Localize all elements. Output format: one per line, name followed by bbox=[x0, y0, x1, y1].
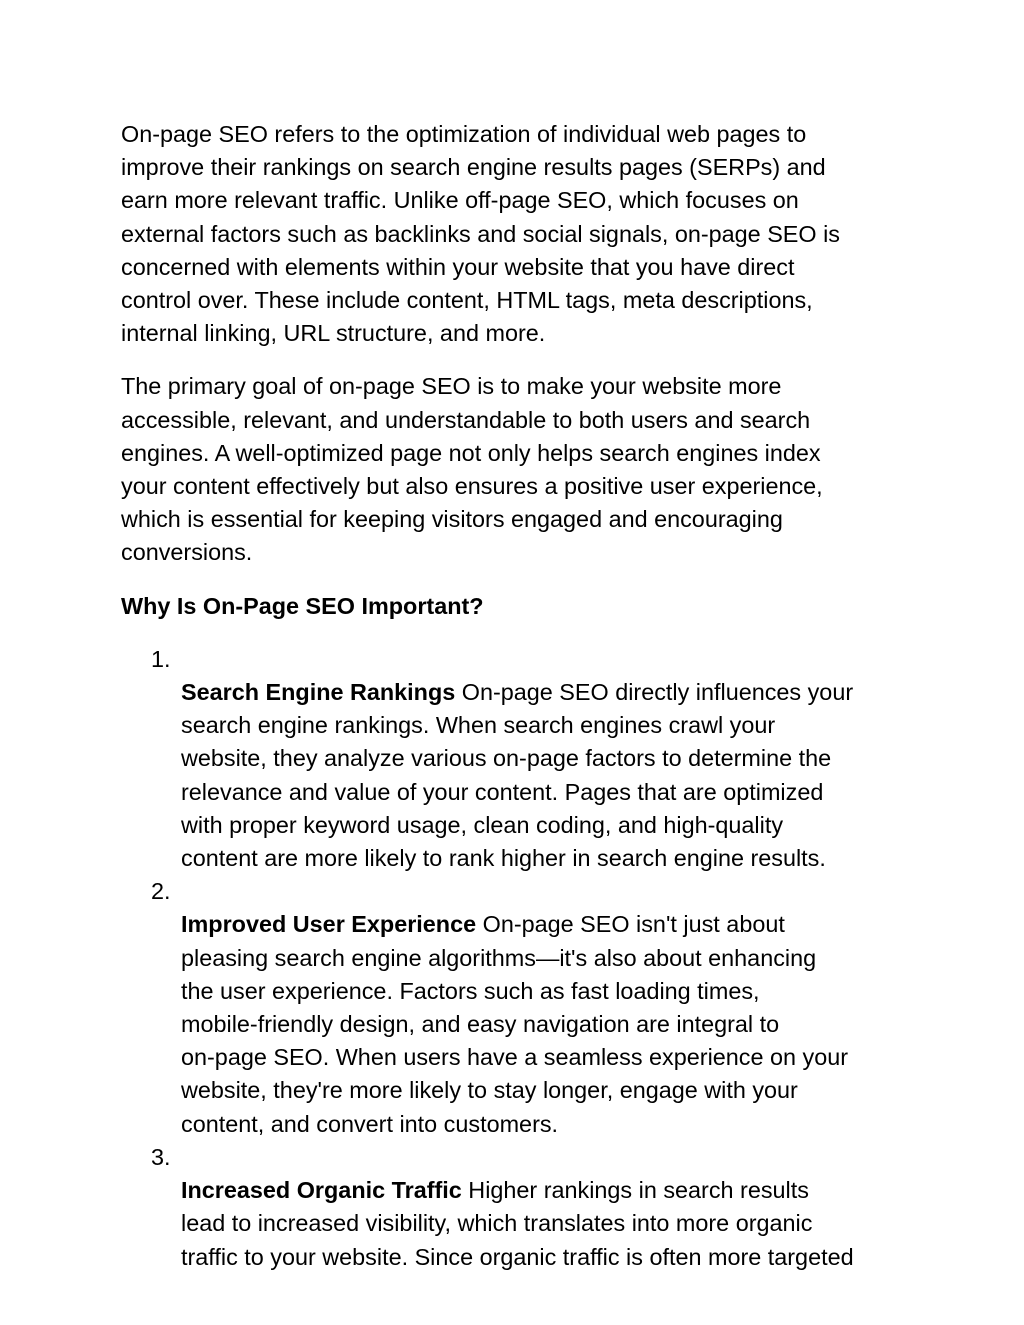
importance-list bbox=[121, 643, 911, 1274]
list-item-number: 3. bbox=[151, 1143, 171, 1170]
list-item-text: On-page SEO directly influences your search engine rankings. When search engines crawl your website, they analyze various on-page factors to determine the relevance and value of your content. Pages that are optimized with proper keyword usage, clean coding, and high-quality content are more likely to rank higher in search engine results. bbox=[181, 679, 854, 872]
list-item-number: 2. bbox=[151, 878, 171, 905]
list-item bbox=[121, 875, 911, 1141]
list-item-number: 1. bbox=[151, 645, 171, 672]
intro-paragraph: On-page SEO refers to the optimization of individual web pages to improve their rankings on search engine results pages (SERPs) and earn more relevant traffic. Unlike off-page SEO, which focuses on external factors such as backlinks and social signals, on-page SEO is concerned with elements within your website that you have direct control over. These include content, HTML tags, meta descriptions, internal linking, URL structure, and more. bbox=[121, 121, 840, 347]
list-item-text: Higher rankings in search results lead to increased visibility, which translates into more organic traffic to your website. Since organic traffic is often more targeted bbox=[181, 1177, 854, 1270]
section-heading: Why Is On-Page SEO Important? bbox=[121, 592, 484, 619]
list-item bbox=[121, 1141, 911, 1274]
list-item-title: Improved User Experience bbox=[181, 911, 477, 938]
list-item bbox=[121, 643, 911, 875]
list-item-title: Search Engine Rankings bbox=[181, 679, 456, 706]
document-page bbox=[121, 118, 911, 1274]
list-item-title: Increased Organic Traffic bbox=[181, 1177, 462, 1204]
goal-paragraph: The primary goal of on-page SEO is to make your website more accessible, relevant, and understandable to both users and search engines. A well-optimized page not only helps search engines index your content effectively but also ensures a positive user experience, which is essential for keeping visitors engaged and encouraging conversions. bbox=[121, 373, 823, 566]
list-item-text: On-page SEO isn't just about pleasing search engine algorithms—it's also about enhancing the user experience. Factors such as fast loading times, mobile-friendly design, and easy navigation are integral to on-page SEO. When users have a seamless experience on your website, they're more likely to stay longer, engage with your content, and convert into customers. bbox=[181, 911, 848, 1137]
